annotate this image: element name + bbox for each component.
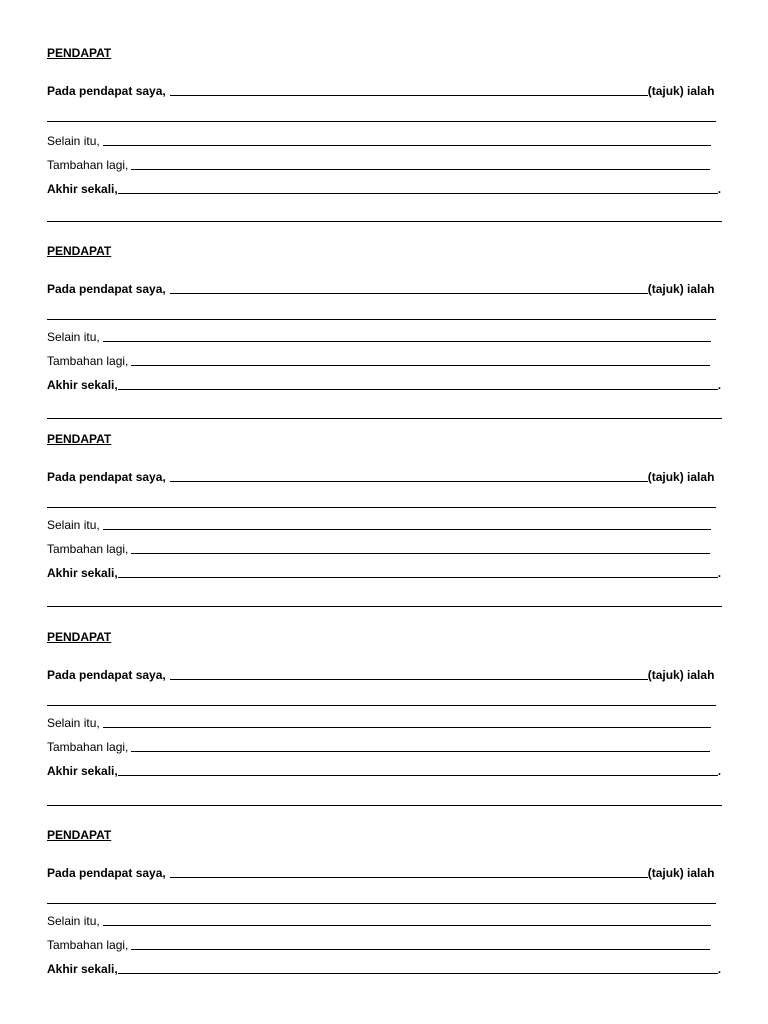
tambahan-blank[interactable]: [131, 938, 710, 950]
block-heading: PENDAPAT: [47, 828, 112, 842]
selain-label: Selain itu,: [47, 914, 100, 928]
tambahan-blank[interactable]: [131, 542, 710, 554]
opinion-prefix: Pada pendapat saya,: [47, 866, 166, 880]
tambahan-blank[interactable]: [131, 354, 710, 366]
end-mark: .: [717, 378, 722, 392]
tambahan-blank[interactable]: [131, 740, 710, 752]
continuation-blank[interactable]: [47, 121, 716, 122]
akhir-line: [47, 564, 721, 580]
opinion-suffix: (tajuk) ialah: [647, 282, 715, 296]
topic-blank[interactable]: [170, 84, 648, 96]
tambahan-label: Tambahan lagi,: [47, 740, 129, 754]
end-mark: .: [717, 182, 722, 196]
opinion-line: [47, 666, 714, 682]
opinion-line: [47, 468, 714, 484]
tambahan-line: [47, 936, 710, 952]
final-blank[interactable]: [47, 606, 722, 607]
topic-blank[interactable]: [170, 668, 648, 680]
selain-blank[interactable]: [103, 330, 711, 342]
akhir-line: [47, 960, 721, 976]
opinion-line: [47, 864, 714, 880]
final-blank[interactable]: [47, 418, 722, 419]
tambahan-label: Tambahan lagi,: [47, 542, 129, 556]
opinion-prefix: Pada pendapat saya,: [47, 470, 166, 484]
tambahan-line: [47, 540, 710, 556]
opinion-prefix: Pada pendapat saya,: [47, 668, 166, 682]
akhir-blank[interactable]: [118, 962, 718, 974]
block-heading: PENDAPAT: [47, 46, 112, 60]
final-blank[interactable]: [47, 805, 722, 806]
selain-label: Selain itu,: [47, 134, 100, 148]
continuation-blank[interactable]: [47, 507, 716, 508]
continuation-blank[interactable]: [47, 903, 716, 904]
opinion-suffix: (tajuk) ialah: [647, 84, 715, 98]
selain-line: [47, 132, 711, 148]
akhir-blank[interactable]: [118, 566, 718, 578]
tambahan-label: Tambahan lagi,: [47, 938, 129, 952]
selain-line: [47, 328, 711, 344]
selain-line: [47, 516, 711, 532]
akhir-blank[interactable]: [118, 764, 718, 776]
tambahan-line: [47, 156, 710, 172]
tambahan-line: [47, 352, 710, 368]
akhir-label: Akhir sekali,: [47, 182, 118, 196]
opinion-suffix: (tajuk) ialah: [647, 668, 715, 682]
topic-blank[interactable]: [170, 470, 648, 482]
selain-blank[interactable]: [103, 914, 711, 926]
continuation-blank[interactable]: [47, 705, 716, 706]
akhir-blank[interactable]: [118, 182, 718, 194]
tambahan-label: Tambahan lagi,: [47, 354, 129, 368]
akhir-blank[interactable]: [118, 378, 718, 390]
akhir-line: [47, 376, 721, 392]
end-mark: .: [717, 566, 722, 580]
opinion-line: [47, 82, 714, 98]
final-blank[interactable]: [47, 221, 722, 222]
opinion-suffix: (tajuk) ialah: [647, 866, 715, 880]
selain-blank[interactable]: [103, 518, 711, 530]
opinion-prefix: Pada pendapat saya,: [47, 84, 166, 98]
block-heading: PENDAPAT: [47, 432, 112, 446]
end-mark: .: [717, 962, 722, 976]
opinion-line: [47, 280, 714, 296]
continuation-blank[interactable]: [47, 319, 716, 320]
block-heading: PENDAPAT: [47, 244, 112, 258]
selain-blank[interactable]: [103, 716, 711, 728]
akhir-line: [47, 180, 721, 196]
selain-line: [47, 912, 711, 928]
tambahan-line: [47, 738, 710, 754]
selain-label: Selain itu,: [47, 518, 100, 532]
selain-label: Selain itu,: [47, 716, 100, 730]
block-heading: PENDAPAT: [47, 630, 112, 644]
selain-blank[interactable]: [103, 134, 711, 146]
selain-line: [47, 714, 711, 730]
opinion-prefix: Pada pendapat saya,: [47, 282, 166, 296]
end-mark: .: [717, 764, 722, 778]
tambahan-blank[interactable]: [131, 158, 710, 170]
akhir-label: Akhir sekali,: [47, 764, 118, 778]
akhir-label: Akhir sekali,: [47, 378, 118, 392]
topic-blank[interactable]: [170, 282, 648, 294]
topic-blank[interactable]: [170, 866, 648, 878]
akhir-label: Akhir sekali,: [47, 962, 118, 976]
akhir-line: [47, 762, 721, 778]
opinion-suffix: (tajuk) ialah: [647, 470, 715, 484]
selain-label: Selain itu,: [47, 330, 100, 344]
tambahan-label: Tambahan lagi,: [47, 158, 129, 172]
akhir-label: Akhir sekali,: [47, 566, 118, 580]
